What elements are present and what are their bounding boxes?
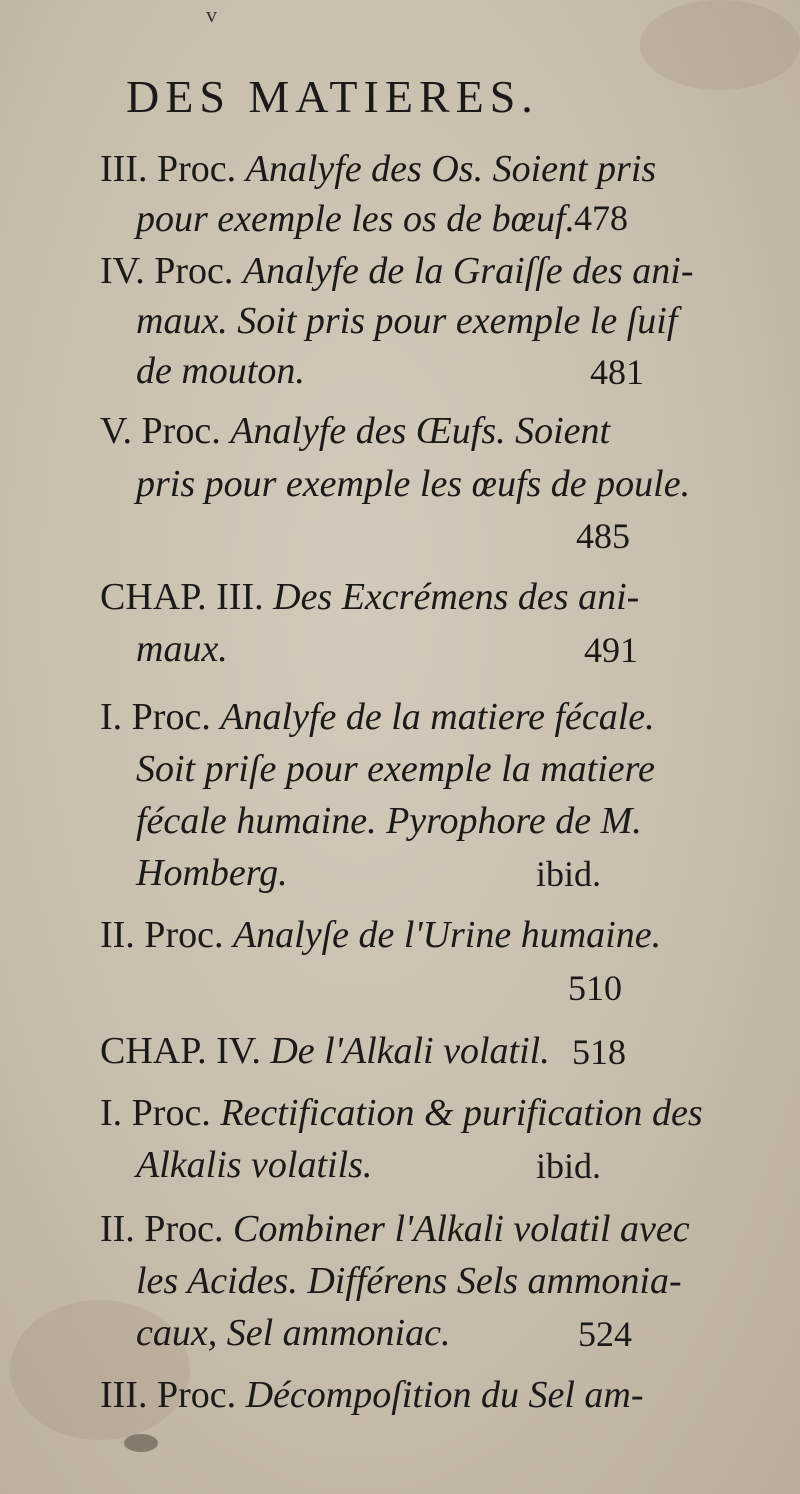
- entry-line: [100, 1376, 644, 1414]
- entry-line: [100, 578, 639, 616]
- entry-page-number: 485: [576, 516, 630, 556]
- entry-line: [136, 802, 642, 840]
- entry-label: II. Proc.: [100, 914, 233, 956]
- entry-text: fécale humaine. Pyrophore de M.: [136, 800, 642, 842]
- entry-text: Homberg.: [136, 852, 288, 894]
- entry-label: IV. Proc.: [100, 250, 243, 292]
- entry-text: Analyfe des Os. Soient pris: [245, 148, 657, 190]
- entry-line: [136, 1314, 450, 1352]
- entry-line: [100, 1032, 550, 1070]
- entry-page-number: 481: [590, 352, 644, 392]
- entry-text: Rectification & purification des: [220, 1092, 703, 1134]
- entry-page-number: ibid.: [536, 1146, 602, 1186]
- entry-line: [136, 750, 655, 788]
- entry-text: Analyfe de la Graiſſe des ani-: [242, 250, 694, 292]
- running-title: DES MATIERES.: [126, 71, 539, 122]
- entry-text: pris pour exemple les œufs de poule.: [136, 463, 691, 505]
- entry-page-number: 524: [578, 1314, 632, 1354]
- entry-text: Analyfe des Œufs. Soient: [230, 410, 611, 452]
- entry-line: [100, 1210, 690, 1248]
- entry-page-number: 518: [572, 1032, 626, 1072]
- entry-text: Décompoſition du Sel am-: [245, 1374, 644, 1416]
- entry-line: [100, 1094, 703, 1132]
- entry-line: [136, 200, 575, 238]
- entry-text: de mouton.: [136, 350, 305, 392]
- entry-text: Combiner l'Alkali volatil avec: [232, 1208, 690, 1250]
- entry-line: [100, 698, 655, 736]
- entry-label: II. Proc.: [100, 1208, 233, 1250]
- entry-page-number: 478: [574, 198, 628, 238]
- entry-text: Analyfe de la matiere fécale.: [220, 696, 655, 738]
- entry-line: [136, 854, 288, 892]
- entry-page-number: 510: [568, 968, 622, 1008]
- entry-text: caux, Sel ammoniac.: [136, 1312, 451, 1354]
- entry-line: [136, 630, 228, 668]
- entry-label: III. Proc.: [100, 1374, 246, 1416]
- entry-label: I. Proc.: [100, 696, 221, 738]
- entry-line: [100, 412, 610, 450]
- entry-page-number: ibid.: [536, 854, 602, 894]
- entry-line: [100, 916, 661, 954]
- entry-line: [136, 1146, 372, 1184]
- entry-text: maux.: [136, 628, 228, 670]
- entry-text: les Acides. Différens Sels ammonia-: [136, 1260, 682, 1302]
- entry-text: Soit priſe pour exemple la matiere: [136, 748, 655, 790]
- entry-text: Analyſe de l'Urine humaine.: [232, 914, 662, 956]
- entry-page-number: 491: [584, 630, 638, 670]
- ink-smudge: [124, 1434, 158, 1452]
- entry-label: I. Proc.: [100, 1092, 221, 1134]
- entry-text: Des Excrémens des ani-: [273, 576, 640, 618]
- entry-label: CHAP. IV.: [100, 1030, 271, 1072]
- paper-stain: [640, 0, 800, 90]
- entry-label: CHAP. III.: [100, 576, 274, 618]
- entry-line: [100, 150, 656, 188]
- entry-text: pour exemple les os de bœuf.: [136, 198, 576, 240]
- entry-label: III. Proc.: [100, 148, 246, 190]
- entry-line: [136, 302, 677, 340]
- page-mark: v: [206, 2, 217, 27]
- entry-label: V. Proc.: [100, 410, 231, 452]
- entry-text: Alkalis volatils.: [136, 1144, 373, 1186]
- entry-line: [136, 1262, 682, 1300]
- entry-line: [100, 252, 693, 290]
- entry-text: maux. Soit pris pour exemple le ſuif: [136, 300, 678, 342]
- entry-line: [136, 352, 305, 390]
- entry-line: [136, 465, 690, 503]
- entry-text: De l'Alkali volatil.: [270, 1030, 550, 1072]
